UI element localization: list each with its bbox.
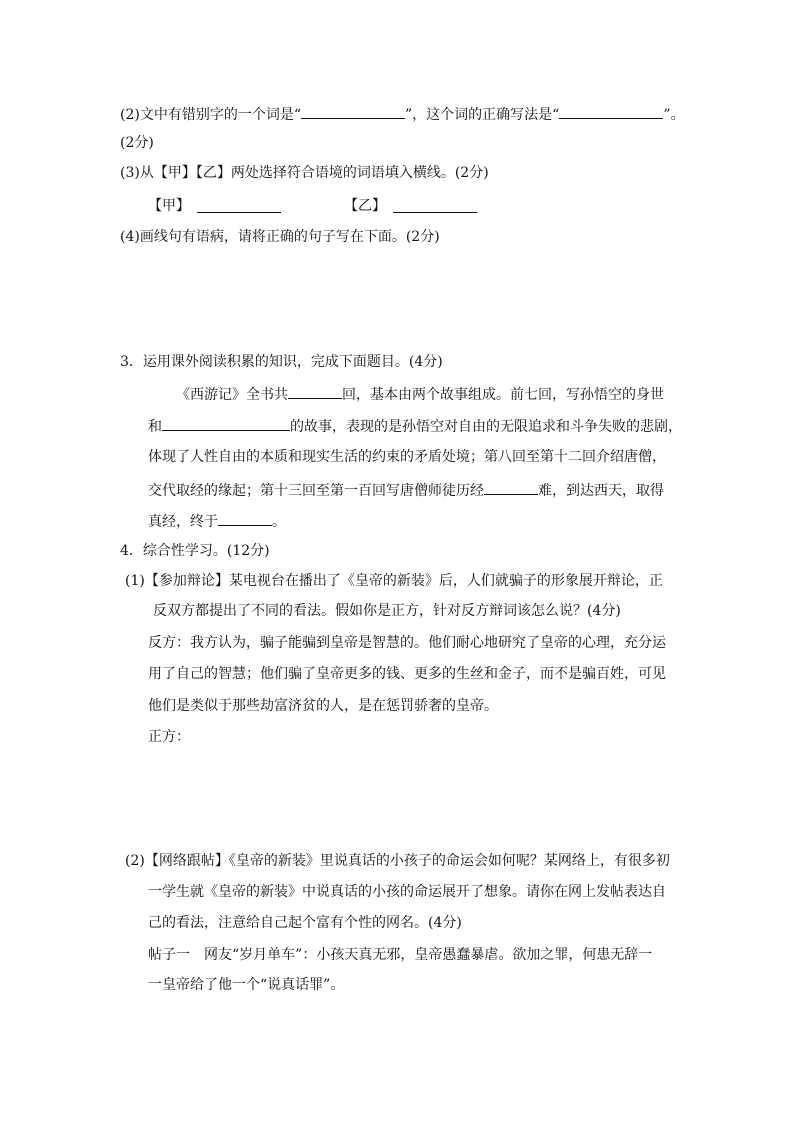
section-3-line-4 bbox=[148, 479, 664, 501]
debate-pro-label: 正方： bbox=[148, 729, 190, 745]
debate-line-1: (1)【参加辩论】某电视台在播出了《皇帝的新装》后，人们就骗子的形象展开辩论，正 bbox=[125, 573, 663, 589]
forum-line-1: (2)【网络跟帖】《皇帝的新装》里说真话的小孩子的命运会如何呢？某网络上，有很多初 bbox=[125, 853, 670, 869]
section-3-line-5 bbox=[148, 510, 286, 532]
question-2-text-c: ”。 bbox=[663, 107, 685, 123]
section-3-text: 。 bbox=[272, 514, 286, 530]
forum-post-1-line-1: 帖子一 网友“岁月单车”：小孩天真无邪，皇帝愚蠢暴虐。欲加之罪，何患无辞一 bbox=[148, 947, 653, 963]
debate-line-3: 反方：我方认为，骗子能骗到皇帝是智慧的。他们耐心地研究了皇帝的心理，充分运 bbox=[148, 635, 666, 651]
section-3-text: 交代取经的缘起；第十三回至第一百回写唐僧师徒历经 bbox=[148, 483, 484, 499]
question-2-line-1 bbox=[120, 103, 685, 125]
forum-line-2: 一学生就《皇帝的新装》中说真话的小孩的命运展开了想象。请你在网上发帖表达自 bbox=[148, 884, 666, 900]
question-2-text-b: ”，这个词的正确写法是“ bbox=[405, 107, 560, 123]
question-3-sub-text: (3)从【甲】【乙】两处选择符合语境的词语填入横线。(2分) bbox=[120, 165, 489, 181]
section-4-heading: 4．综合性学习。(12分) bbox=[120, 543, 270, 559]
section-3-line-2 bbox=[148, 415, 682, 437]
answer-blank-ending[interactable] bbox=[218, 510, 272, 526]
answer-blank-trials[interactable] bbox=[484, 479, 538, 495]
section-3-text: 回，基本由两个故事组成。前七回，写孙悟空的身世 bbox=[342, 387, 664, 403]
answer-blank-chapters[interactable] bbox=[288, 383, 342, 399]
section-3-text: 和 bbox=[148, 419, 162, 435]
debate-line-5: 他们是类似于那些劫富济贫的人，是在惩罚骄奢的皇帝。 bbox=[148, 698, 498, 714]
question-2-text-a: (2)文中有错别字的一个词是“ bbox=[120, 107, 301, 123]
section-3-heading: 3．运用课外阅读积累的知识，完成下面题目。(4分) bbox=[120, 354, 443, 370]
answer-blank-correct-word[interactable] bbox=[559, 103, 663, 119]
forum-post-1-line-2: 一皇帝给了他一个“说真话罪”。 bbox=[148, 977, 345, 993]
answer-blank-yi[interactable] bbox=[393, 197, 477, 213]
answer-area-pro[interactable] bbox=[148, 752, 688, 842]
answer-blank-jia[interactable] bbox=[197, 197, 281, 213]
question-4-sub-text: (4)画线句有语病，请将正确的句子写在下面。(2分) bbox=[120, 229, 440, 245]
section-3-text: 真经，终于 bbox=[148, 514, 218, 530]
yi-label: 【乙】 bbox=[344, 198, 386, 214]
answer-area-sentence[interactable] bbox=[148, 255, 688, 345]
section-3-line-1 bbox=[176, 383, 664, 405]
answer-blank-story[interactable] bbox=[162, 415, 290, 431]
section-3-text: 的故事，表现的是孙悟空对自由的无限追求和斗争失败的悲剧， bbox=[290, 419, 682, 435]
jia-label: 【甲】 bbox=[148, 198, 190, 214]
question-2-points: (2分) bbox=[120, 135, 154, 151]
debate-line-2: 反双方都提出了不同的看法。假如你是正方，针对反方辩词该怎么说？(4分) bbox=[153, 603, 621, 619]
section-3-text: 难，到达西天，取得 bbox=[538, 483, 664, 499]
forum-line-3: 己的看法，注意给自己起个富有个性的网名。(4分) bbox=[148, 915, 462, 931]
section-3-text: 《西游记》全书共 bbox=[176, 387, 288, 403]
section-3-line-3: 体现了人性自由的本质和现实生活的约束的矛盾处境；第八回至第十二回介绍唐僧， bbox=[148, 449, 666, 465]
debate-line-4: 用了自己的智慧；他们骗了皇帝更多的钱、更多的生丝和金子，而不是骗百姓，可见 bbox=[148, 666, 666, 682]
answer-blank-wrong-word[interactable] bbox=[301, 103, 405, 119]
